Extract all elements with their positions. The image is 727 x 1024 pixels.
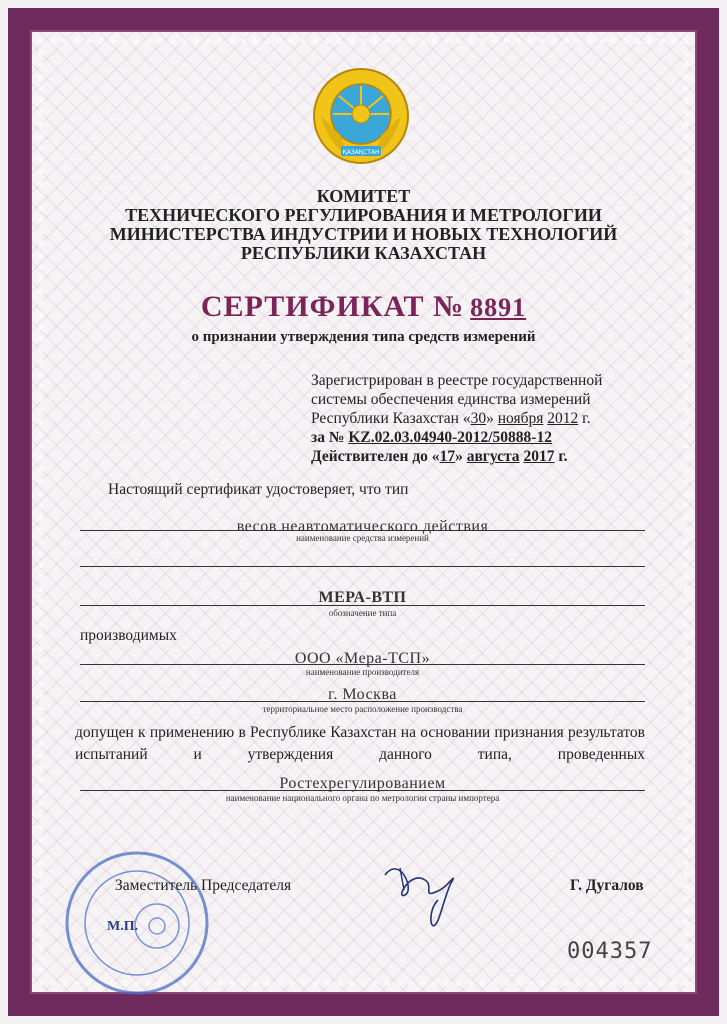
emblem-caption: ҚАЗАҚСТАН <box>342 149 380 156</box>
registration-line-2: системы обеспечения единства измерений <box>311 391 591 408</box>
manufacturer-name: ООО «Мера-ТСП» <box>294 650 431 667</box>
header-line-1: КОМИТЕТ <box>316 186 411 206</box>
registration-day: 30 <box>470 410 487 427</box>
blank-underline <box>80 566 645 567</box>
registration-block <box>311 371 671 466</box>
registration-month: ноября <box>497 410 544 427</box>
signatory-position: Заместитель Председателя <box>115 877 292 894</box>
authority-caption: наименование национального органа по метрологии страны импортера <box>225 793 500 803</box>
state-emblem <box>311 66 411 166</box>
manufacturer-caption: наименование производителя <box>305 667 420 677</box>
stamp-label: М.П. <box>107 919 139 934</box>
registration-number-line <box>311 428 671 447</box>
signatory-name: Г. Дугалов <box>570 877 644 894</box>
header-line-3: МИНИСТЕРСТВА ИНДУСТРИИ И НОВЫХ ТЕХНОЛОГИЙ <box>109 224 618 244</box>
valid-day: 17 <box>439 448 456 465</box>
admission-text: допущен к применению в Республике Казахстан на основании признания результатов испытаний и утверждения данного типа, проведенных <box>75 724 645 763</box>
registration-text: г. <box>578 410 591 427</box>
certificate-title <box>0 290 727 324</box>
location-caption: территориальное место расположение производства <box>262 704 463 714</box>
registration-text: Республики Казахстан « <box>311 410 471 427</box>
instrument-caption: наименование средства измерений <box>296 533 429 543</box>
handwritten-signature <box>380 850 470 930</box>
instrument-underline <box>80 530 645 531</box>
instrument-name: весов неавтоматического действия <box>236 518 489 535</box>
authority-name: Ростехрегулированием <box>279 775 446 792</box>
serial-number: 004357 <box>567 939 653 964</box>
registration-number-prefix: за № <box>311 429 349 446</box>
official-stamp <box>62 848 212 998</box>
registration-year: 2012 <box>547 410 579 427</box>
produced-label: производимых <box>80 627 177 644</box>
certificate-number: 8891 <box>470 293 527 322</box>
header-line-4: РЕСПУБЛИКИ КАЗАХСТАН <box>240 243 487 263</box>
manufacturer-underline <box>80 664 645 665</box>
registration-date-line <box>311 409 671 428</box>
type-underline <box>80 605 645 606</box>
production-location: г. Москва <box>328 686 397 703</box>
certificate-title-label: СЕРТИФИКАТ № <box>200 290 465 323</box>
registration-number: KZ.02.03.04940-2012/50888-12 <box>348 429 552 446</box>
valid-month: августа <box>466 448 520 465</box>
registration-line-1: Зарегистрирован в реестре государственной <box>311 372 603 389</box>
ornament-pattern <box>38 38 689 986</box>
valid-until-line <box>311 447 671 466</box>
type-designation: МЕРА-ВТП <box>318 589 407 606</box>
location-underline <box>80 701 645 702</box>
type-caption: обозначение типа <box>328 608 397 618</box>
header-line-2: ТЕХНИЧЕСКОГО РЕГУЛИРОВАНИЯ И МЕТРОЛОГИИ <box>125 205 602 225</box>
valid-year: 2017 <box>523 448 555 465</box>
registration-text: » <box>486 410 498 427</box>
authority-underline <box>80 790 645 791</box>
valid-text: Действителен до « <box>311 448 440 465</box>
certificate-subtitle: о признании утверждения типа средств измерений <box>191 329 536 345</box>
valid-text: » <box>455 448 467 465</box>
intro-text: Настоящий сертификат удостоверяет, что тип <box>108 481 409 498</box>
valid-text: г. <box>554 448 568 465</box>
